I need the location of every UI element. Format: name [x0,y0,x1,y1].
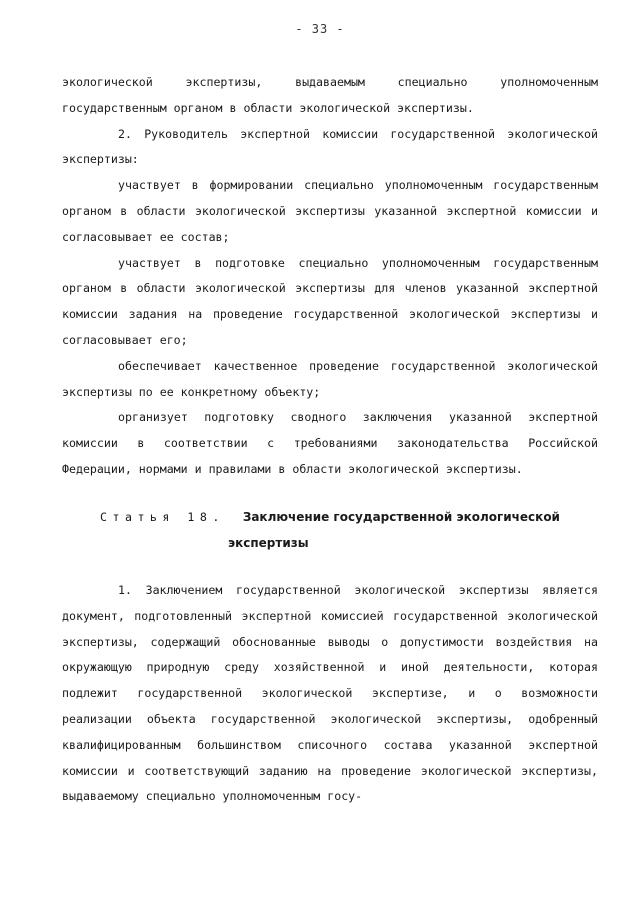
paragraph-duty-4: организует подготовку сводного заключения указанной экспертной комиссии в соответствии с требованиями законодательства Российской Федерации, нормами и правилами в области экологической экспертизы. [62,410,598,476]
bottom-text-block [62,578,598,810]
paragraph-continuation: экологической экспертизы, выдаваемым специально уполномоченным государственным органом в области экологической экспертизы. [62,75,598,115]
paragraph-conclusion-definition: 1. Заключением государственной экологической экспертизы является документ, подготовленный экспертной комиссией государственной экологической экспертизы, содержащий обоснованные выводы о допустимости воздействия на окружающую природную среду хозяйственной и иной деятельности, которая подлежит государственной экологической экспертизе, и о возможности реализации объекта государственной экологической экспертизы, одобренный квалифицированным большинством списочного состава указанной экспертной комиссии и соответствующий заданию на проведение экологической экспертизы, выдаваемому специально уполномоченным госу- [62,583,598,804]
page-number: - 33 - [295,22,345,36]
paragraph-duty-1: участвует в формировании специально уполномоченным государственным органом в области экологической экспертизы указанной экспертной комиссии и согласовывает ее состав; [62,178,598,244]
top-text-block [62,70,598,483]
paragraph-duty-2: участвует в подготовке специально уполномоченным государственным органом в области экологической экспертизы для членов указанной экспертной комиссии задания на проведение государственной экологической экспертизы и согласовывает его; [62,255,598,347]
article-title-line-1: Заключение государственной экологической [242,510,560,524]
paragraph-head-duties: 2. Руководитель экспертной комиссии государственной экологической экспертизы: [62,126,598,167]
paragraph-duty-3: обеспечивает качественное проведение государственной экологической экспертизы по ее конкретному объекту; [62,358,598,399]
article-label: Статья 18. [100,510,225,524]
article-heading [100,504,560,556]
article-title-line-2: экспертизы [228,536,309,550]
